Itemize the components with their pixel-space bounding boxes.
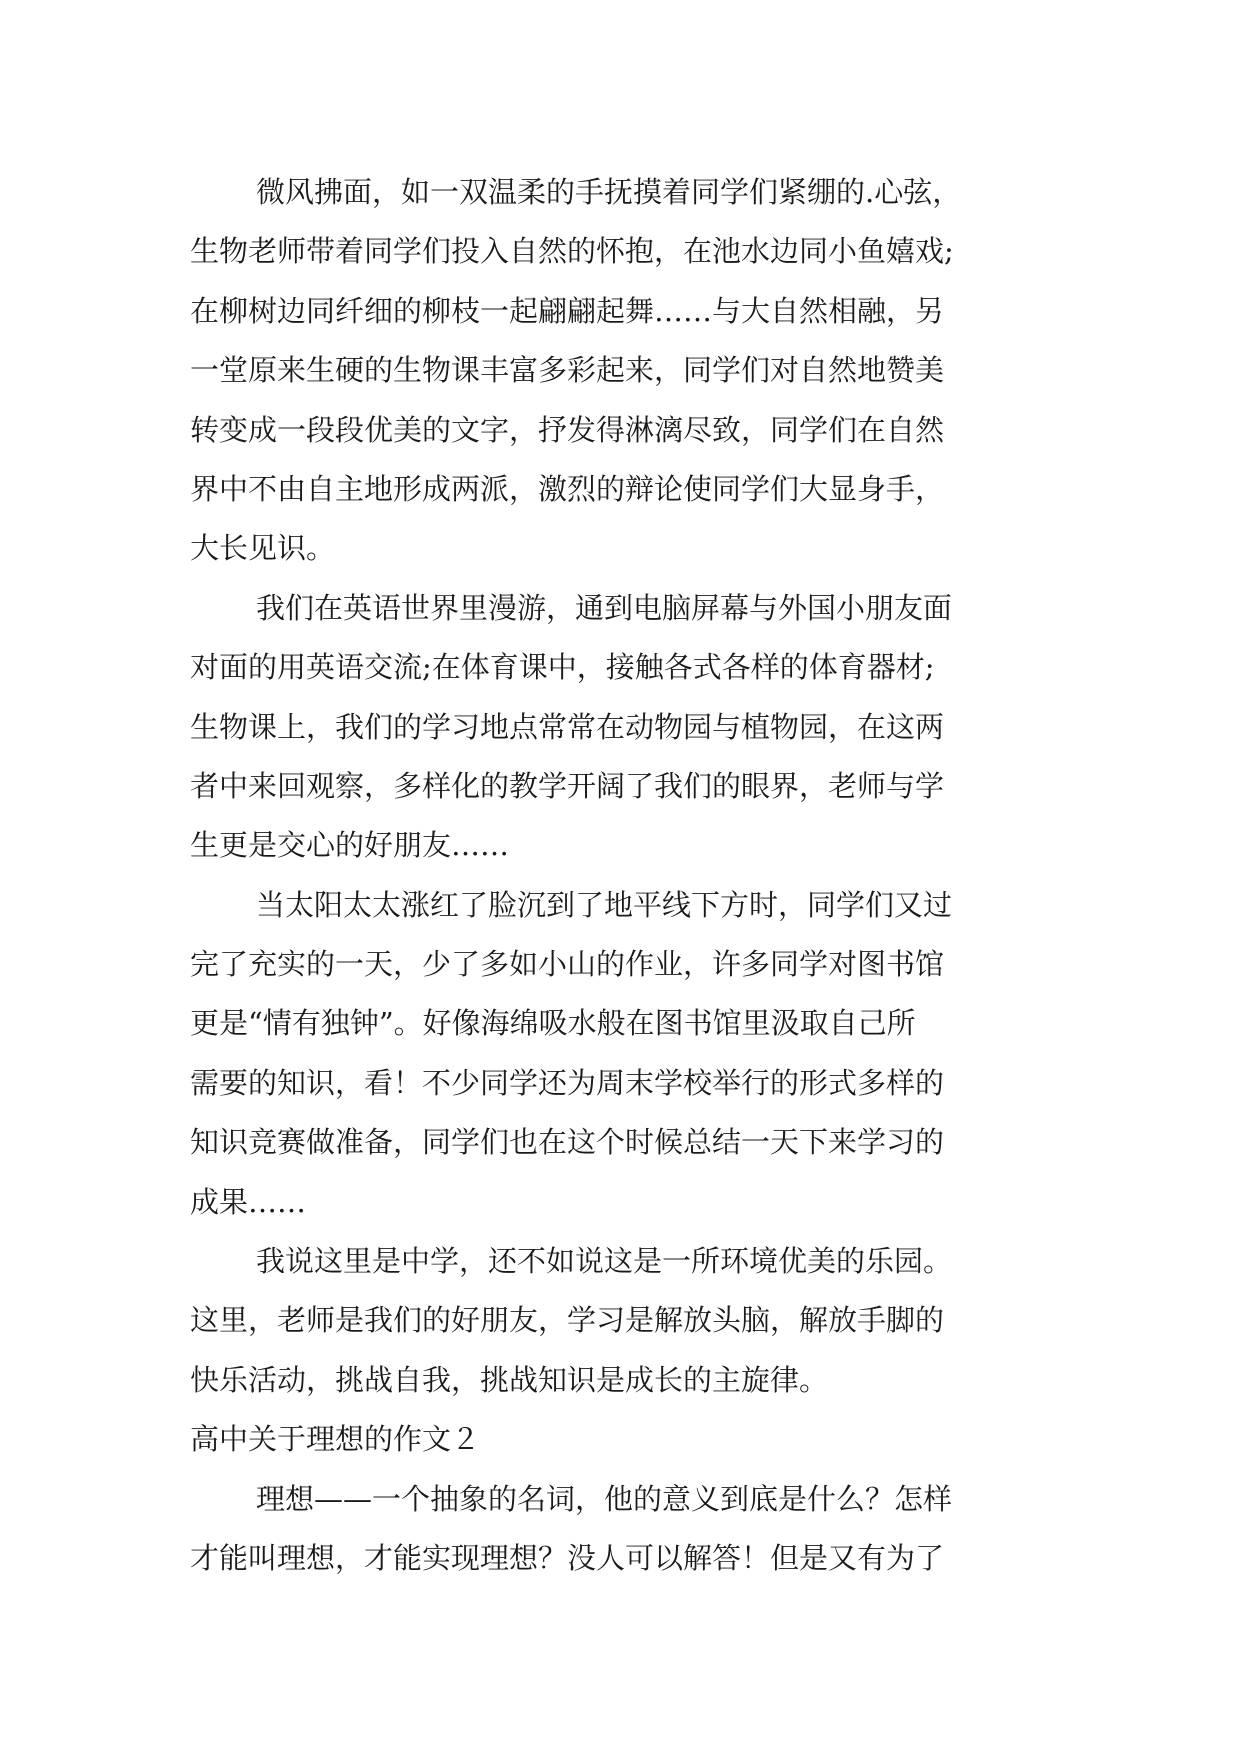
text-line: 这里，老师是我们的好朋友，学习是解放头脑，解放手脚的 — [190, 1303, 945, 1338]
text-line: 我说这里是中学，还不如说这是一所环境优美的乐园。 — [256, 1244, 953, 1279]
text-line: 完了充实的一天，少了多如小山的作业，许多同学对图书馆 — [190, 947, 945, 982]
text-line: 在柳树边同纤细的柳枝一起翩翩起舞……与大自然相融，另 — [190, 293, 945, 328]
text-line: 需要的知识，看！不少同学还为周末学校举行的形式多样的 — [190, 1065, 945, 1100]
text-line: 生更是交心的好朋友…… — [190, 828, 510, 863]
document-body — [190, 163, 1070, 1588]
text-line: 理想——一个抽象的名词，他的意义到底是什么？怎样 — [256, 1481, 953, 1516]
text-line: 才能叫理想，才能实现理想？没人可以解答！但是又有为了 — [190, 1540, 945, 1575]
text-line: 转变成一段段优美的文字，抒发得淋漓尽致，同学们在自然 — [190, 412, 945, 447]
text-line: 生物课上，我们的学习地点常常在动物园与植物园，在这两 — [190, 709, 945, 744]
text-line: 界中不由自主地形成两派，激烈的辩论使同学们大显身手， — [190, 471, 945, 506]
text-line: 微风拂面，如一双温柔的手抚摸着同学们紧绷的.心弦， — [256, 175, 962, 209]
text-line: 知识竞赛做准备，同学们也在这个时候总结一天下来学习的 — [190, 1125, 945, 1160]
text-line: 快乐活动，挑战自我，挑战知识是成长的主旋律。 — [190, 1362, 829, 1397]
text-line: 生物老师带着同学们投入自然的怀抱，在池水边同小鱼嬉戏; — [190, 234, 954, 269]
text-line: 一堂原来生硬的生物课丰富多彩起来，同学们对自然地赞美 — [190, 353, 945, 388]
text-line: 者中来回观察，多样化的教学开阔了我们的眼界，老师与学 — [190, 768, 945, 803]
text-line: 大长见识。 — [190, 531, 336, 566]
text-line: 我们在英语世界里漫游，通到电脑屏幕与外国小朋友面 — [256, 590, 953, 625]
section-heading: 高中关于理想的作文２ — [190, 1422, 481, 1457]
text-line: 对面的用英语交流;在体育课中，接触各式各样的体育器材; — [190, 650, 935, 685]
text-line: 成果…… — [190, 1184, 307, 1219]
text-line: 当太阳太太涨红了脸沉到了地平线下方时，同学们又过 — [256, 887, 953, 922]
text-line: 更是“情有独钟”。好像海绵吸水般在图书馆里汲取自己所 — [190, 1006, 916, 1041]
